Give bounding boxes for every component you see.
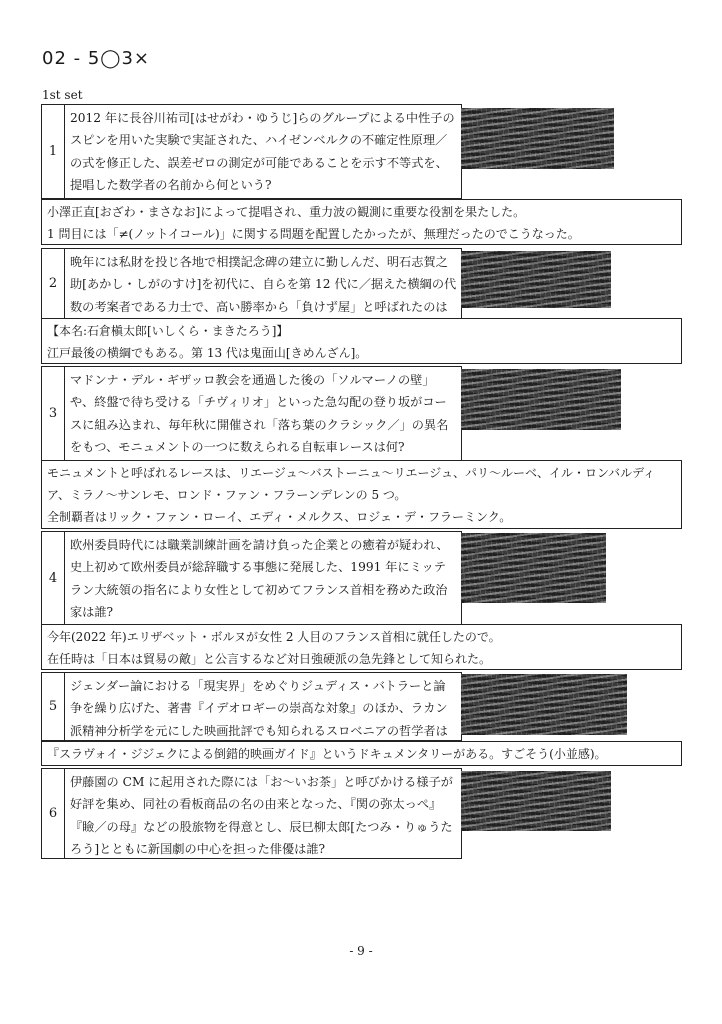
question-number: 5	[42, 673, 65, 740]
question-note: モニュメントと呼ばれるレースは、リエージュ〜バストーニュ〜リエージュ、パリ〜ルーベ、イル・ロンバルディア、ミラノ〜サンレモ、ロンド・ファン・フラーンデレンの 5 つ。 全制覇者はリック・ファン・ローイ、エディ・メルクス、ロジェ・デ・フラーミンク。	[41, 460, 682, 529]
question-text: 欧州委員時代には職業訓練計画を請け負った企業との癒着が疑われ、史上初めて欧州委員が総辞職する事態に発展した、1991 年にミッテラン大統領の指名により女性として初めてフランス首相を務めた政治家は誰?	[70, 538, 449, 620]
redacted-answer	[461, 251, 611, 308]
redacted-answer	[461, 369, 621, 430]
question-text: 2012 年に長谷川祐司[はせがわ・ゆうじ]らのグループによる中性子のスピンを用いた実験で実証された、ハイゼンベルクの不確定性原理／の式を修正した、誤差ゼロの測定が可能であることを示す不等式を、提唱した数学者の名前から何という?	[70, 111, 455, 193]
question-text: 伊藤園の CM に起用された際には「お〜いお茶」と呼びかける様子が好評を集め、同社の看板商品の名の由来となった、『関の弥太っぺ』『瞼／の母』などの股旅物を得意とし、辰巳柳太郎[たつみ・りゅうたろう]とともに新国劇の中心を担った俳優は誰?	[70, 775, 453, 857]
question-row	[41, 366, 462, 461]
question-number: 1	[42, 105, 65, 198]
redacted-answer	[461, 108, 614, 169]
question-number: 6	[42, 769, 65, 858]
redacted-answer	[461, 771, 611, 831]
question-note: 小澤正直[おざわ・まさなお]によって提唱され、重力波の観測に重要な役割を果たした。 1 問目には「≠(ノットイコール)」に関する問題を配置したかったが、無理だったのでこうなった。	[41, 199, 682, 245]
question-row	[41, 768, 462, 859]
question-text: ジェンダー論における「現実界」をめぐりジュディス・バトラーと論争を繰り広げた、著書『イデオロギーの崇高な対象』のほか、ラカン派精神分析学を元にした映画批評でも知られるスロベニアの哲学者は	[70, 679, 448, 738]
question-row	[41, 104, 462, 199]
question-number: 3	[42, 367, 65, 460]
question-text: 晩年には私財を投じ各地で相撲記念碑の建立に勤しんだ、明石志賀之助[あかし・しがのすけ]を初代に、自らを第 12 代に／据えた横綱の代数の考案者である力士で、高い勝率から「負けず屋」と呼ばれたのは	[70, 255, 457, 314]
question-text: マドンナ・デル・ギザッロ教会を通過した後の「ソルマーノの壁」や、終盤で待ち受ける「チヴィリオ」といった急勾配の登り坂がコースに組み込まれ、毎年秋に開催され「落ち葉のクラシック／」の異名をもつ、モニュメントの一つに数えられる自転車レースは何?	[70, 373, 449, 455]
set-label: 1st set	[42, 88, 83, 102]
question-note: 『スラヴォイ・ジジェクによる倒錯的映画ガイド』というドキュメンタリーがある。すごそう(小並感)。	[41, 741, 682, 766]
question-row	[41, 248, 462, 319]
question-number: 4	[42, 532, 65, 624]
question-number: 2	[42, 249, 65, 318]
page-title: 02 - 5◯3×	[42, 48, 150, 69]
question-note: 【本名:石倉槇太郎[いしくら・まきたろう]】 江戸最後の横綱でもある。第 13 代は鬼面山[きめんざん]。	[41, 318, 682, 364]
question-row	[41, 531, 462, 625]
redacted-answer	[461, 533, 606, 603]
redacted-answer	[461, 674, 627, 735]
question-note: 今年(2022 年)エリザベット・ボルヌが女性 2 人目のフランス首相に就任したので。 在任時は「日本は貿易の敵」と公言するなど対日強硬派の急先鋒として知られた。	[41, 624, 682, 670]
page-number: - 9 -	[349, 944, 373, 958]
question-row	[41, 672, 462, 741]
